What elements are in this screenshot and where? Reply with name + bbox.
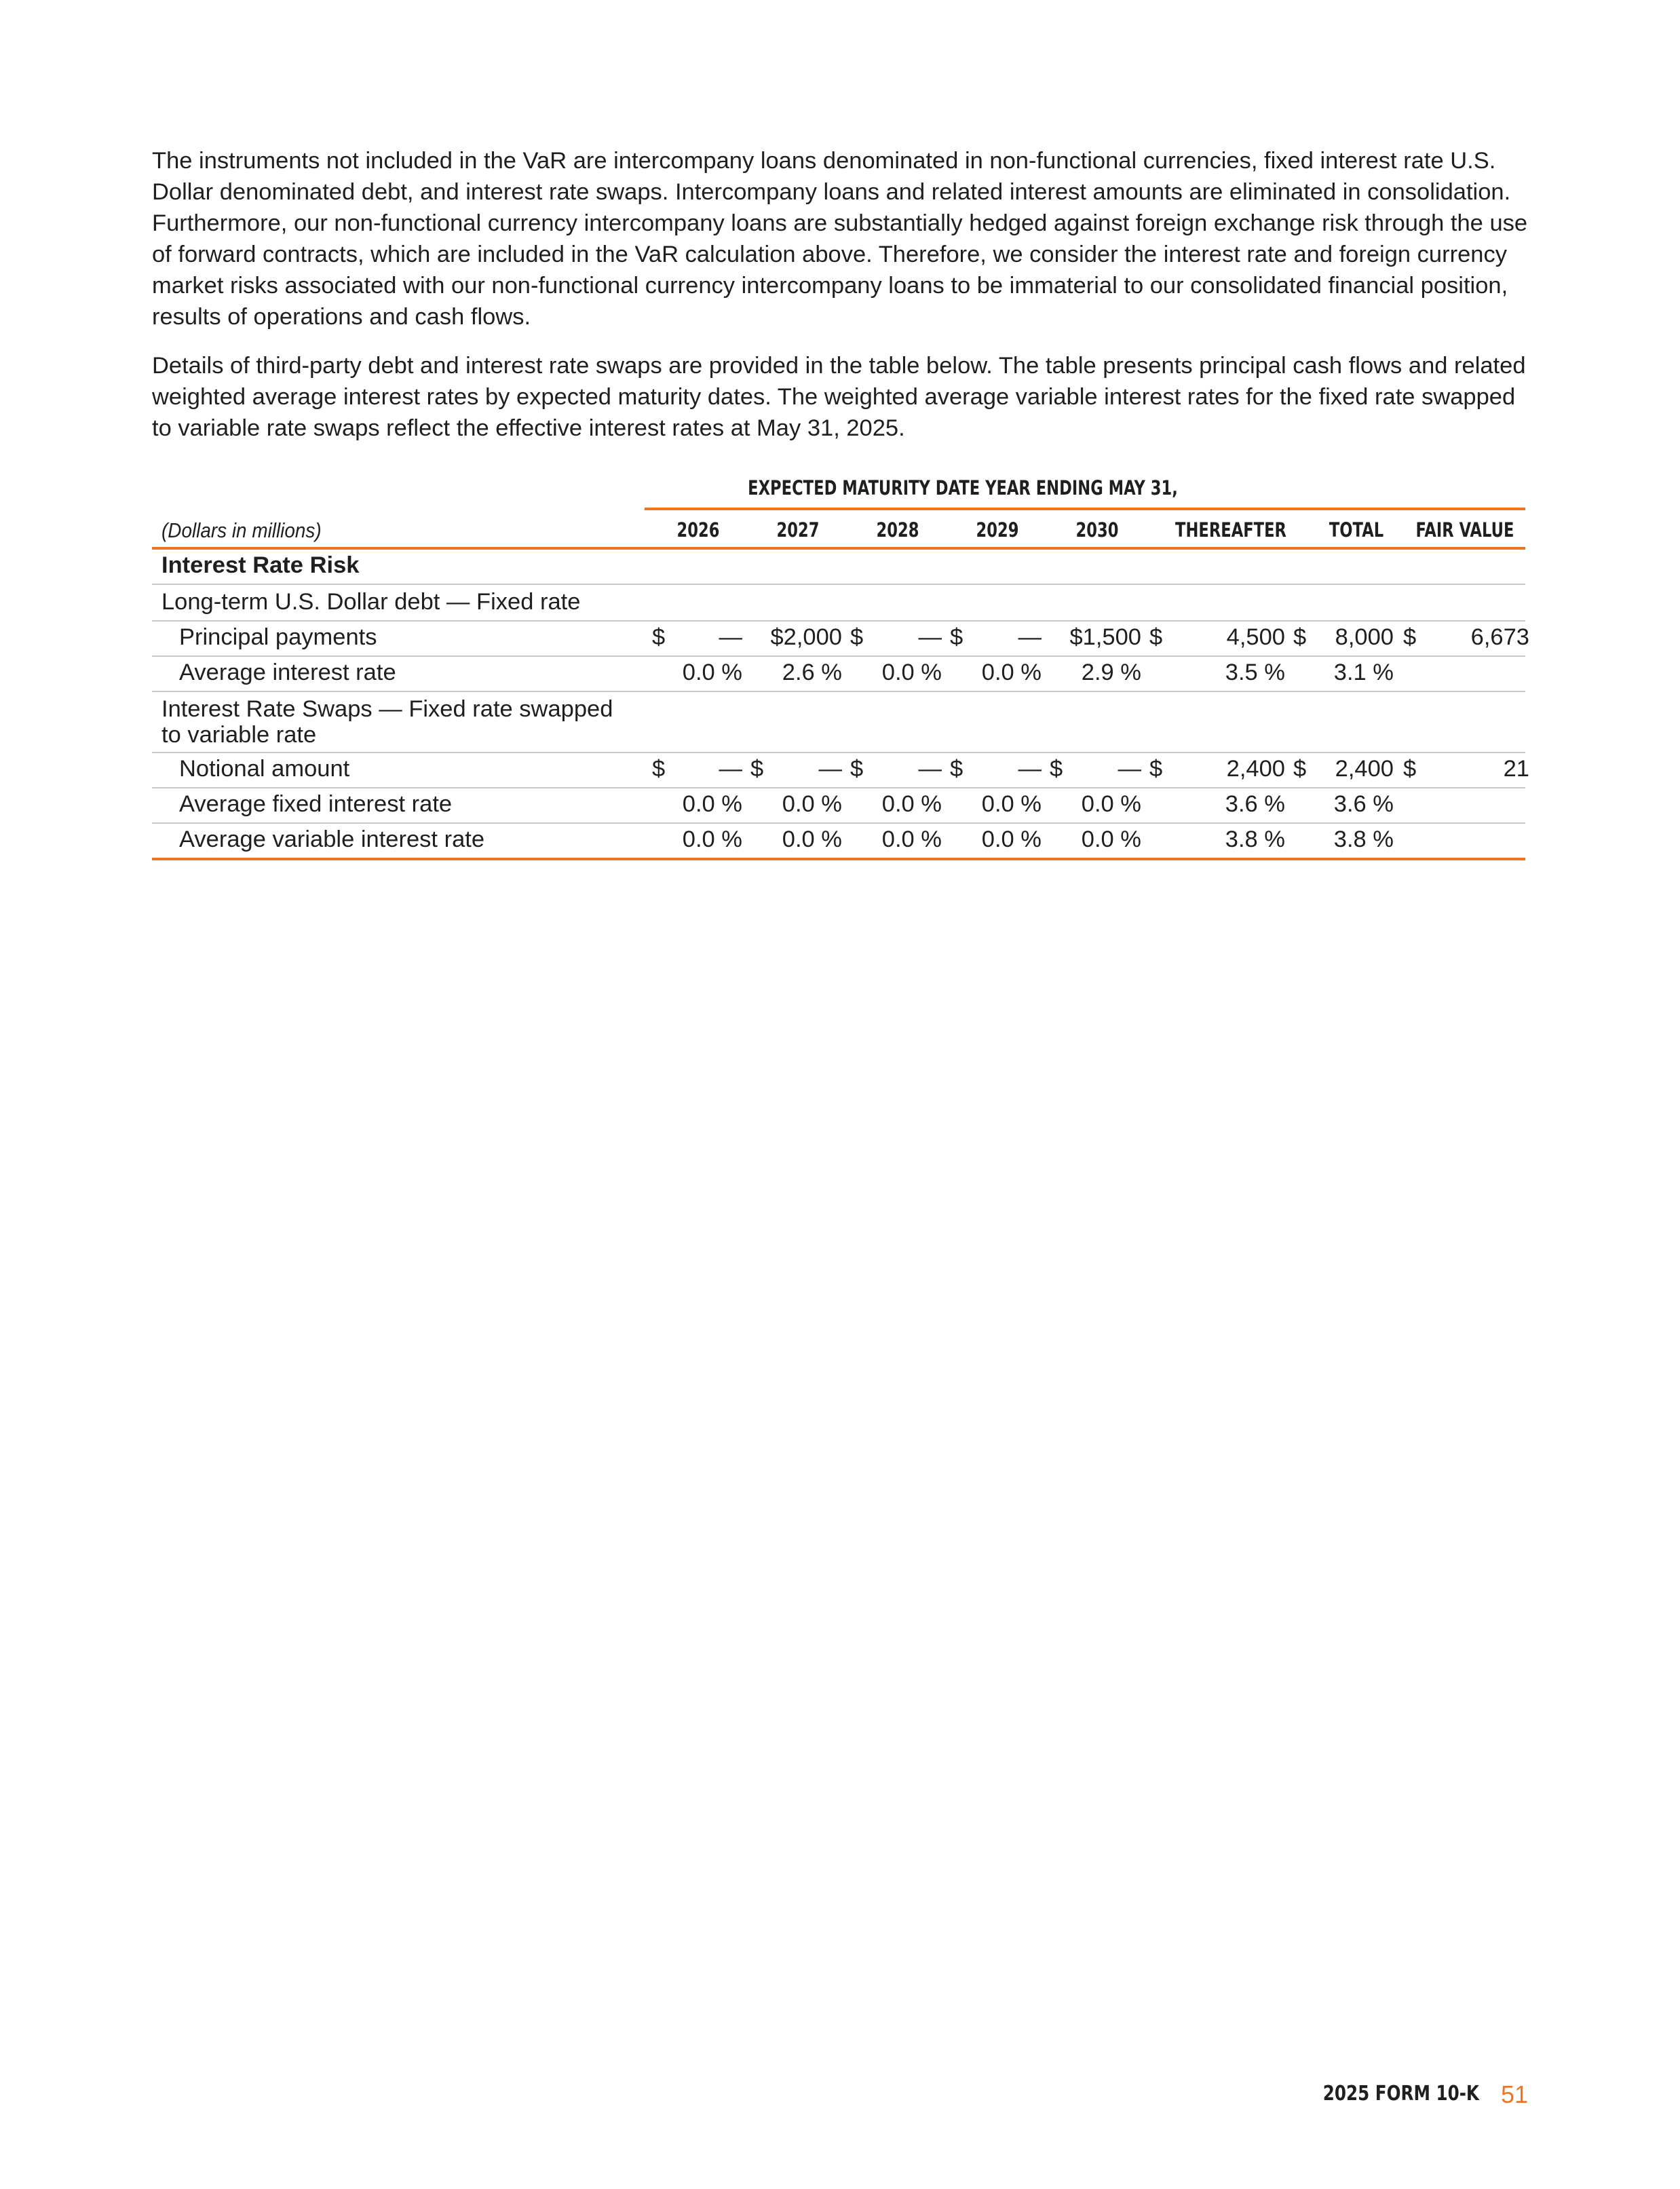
col-header-2029: 2029 xyxy=(976,518,1019,541)
col-header-2026: 2026 xyxy=(676,518,720,541)
dollar-sign: $ xyxy=(750,756,764,782)
cell-2026: 0.0 % xyxy=(682,660,742,685)
page-number: 51 xyxy=(1501,2080,1529,2108)
section-swaps-line1: Interest Rate Swaps — Fixed rate swapped xyxy=(161,696,613,722)
col-header-2030: 2030 xyxy=(1075,518,1119,541)
section-interest-rate-risk: Interest Rate Risk xyxy=(161,552,360,578)
dollar-sign: $ xyxy=(1149,624,1163,650)
header-rule xyxy=(152,547,1525,550)
table-row-avg-rate xyxy=(152,660,1525,692)
cell-thereafter: 2,400 xyxy=(1226,756,1285,782)
section-swaps xyxy=(161,696,613,748)
cell-fair-value: 6,673 xyxy=(1470,624,1529,650)
row-rule xyxy=(152,822,1525,824)
table-row-notional xyxy=(152,756,1529,788)
cell-fair-value: 21 xyxy=(1503,756,1529,782)
table-row-principal xyxy=(152,624,1529,657)
cell-2028: 0.0 % xyxy=(881,826,942,852)
row-rule xyxy=(152,787,1525,788)
cell-2030: 0.0 % xyxy=(1081,826,1141,852)
row-label: Notional amount xyxy=(179,756,350,782)
cell-2028: — xyxy=(918,756,942,782)
dollar-sign: $ xyxy=(1050,756,1063,782)
cell-total: 3.1 % xyxy=(1333,660,1394,685)
row-label: Principal payments xyxy=(179,624,377,650)
col-header-thereafter: THEREAFTER xyxy=(1175,518,1286,541)
dollar-sign: $ xyxy=(1403,624,1417,650)
table-row-avg-fixed xyxy=(152,791,1525,824)
dollar-sign: $ xyxy=(850,756,864,782)
row-rule xyxy=(152,752,1525,753)
cell-2030: 2.9 % xyxy=(1081,660,1141,685)
cell-2026: — xyxy=(719,756,742,782)
cell-2027: 0.0 % xyxy=(782,791,842,817)
dollar-sign: $ xyxy=(950,624,963,650)
dollar-sign: $ xyxy=(1149,756,1163,782)
section-fixed-debt: Long-term U.S. Dollar debt — Fixed rate xyxy=(161,589,581,615)
footer-form-label: 2025 FORM 10-K xyxy=(1322,2082,1479,2106)
dollar-sign: $ xyxy=(1293,624,1307,650)
row-rule xyxy=(152,691,1525,692)
cell-2028: 0.0 % xyxy=(881,660,942,685)
cell-thereafter: 3.6 % xyxy=(1225,791,1285,817)
row-rule xyxy=(152,584,1525,585)
col-header-fair-value: FAIR VALUE xyxy=(1415,518,1514,541)
cell-2026: 0.0 % xyxy=(682,826,742,852)
group-header-rule xyxy=(645,508,1525,510)
dollar-sign: $ xyxy=(950,756,963,782)
row-label: Average fixed interest rate xyxy=(179,791,453,817)
dollar-sign: $ xyxy=(652,624,666,650)
cell-2026: 0.0 % xyxy=(682,791,742,817)
cell-total: 8,000 xyxy=(1335,624,1394,650)
col-header-2028: 2028 xyxy=(876,518,919,541)
cell-2030: — xyxy=(1118,756,1141,782)
section-swaps-line2: to variable rate xyxy=(161,722,317,748)
cell-thereafter: 3.5 % xyxy=(1225,660,1285,685)
table-row-avg-variable xyxy=(152,826,1525,859)
cell-2026: — xyxy=(719,624,742,650)
cell-2029: 0.0 % xyxy=(981,791,1042,817)
group-header: EXPECTED MATURITY DATE YEAR ENDING MAY 31, xyxy=(748,476,1178,499)
cell-2027: — xyxy=(818,756,842,782)
cell-2029: — xyxy=(1018,624,1042,650)
details-paragraph: Details of third-party debt and interest rate swaps are provided in the table below. The table presents principal cash flows and related weighted average interest rates by expected maturity dates. The weighted average variable interest rates for the fixed rate swapped to variable rate swaps reflect the effective interest rates at May 31, 2025. xyxy=(152,353,1526,441)
cell-2030: $1,500 xyxy=(1069,624,1141,650)
dollar-sign: $ xyxy=(1293,756,1307,782)
cell-2027: 0.0 % xyxy=(782,826,842,852)
row-label: Average interest rate xyxy=(179,660,396,685)
cell-2027: $2,000 xyxy=(770,624,842,650)
cell-total: 2,400 xyxy=(1335,756,1394,782)
cell-2029: — xyxy=(1018,756,1042,782)
row-label: Average variable interest rate xyxy=(179,826,485,852)
cell-total: 3.8 % xyxy=(1333,826,1394,852)
row-rule xyxy=(152,655,1525,657)
units-label: (Dollars in millions) xyxy=(161,518,322,542)
dollar-sign: $ xyxy=(850,624,864,650)
dollar-sign: $ xyxy=(652,756,666,782)
cell-thereafter: 4,500 xyxy=(1226,624,1285,650)
col-header-2027: 2027 xyxy=(776,518,820,541)
cell-thereafter: 3.8 % xyxy=(1225,826,1285,852)
dollar-sign: $ xyxy=(1403,756,1417,782)
cell-2029: 0.0 % xyxy=(981,660,1042,685)
table-bottom-rule xyxy=(152,858,1525,860)
cell-2028: 0.0 % xyxy=(881,791,942,817)
row-rule xyxy=(152,620,1525,622)
intro-paragraph: The instruments not included in the VaR are intercompany loans denominated in non-functional currencies, fixed interest rate U.S. Dollar denominated debt, and interest rate swaps. Intercompany loans and related interest amounts are eliminated in consolidation. Furthermore, our non-functional currency intercompany loans are substantially hedged against foreign exchange risk through the use of forward contracts, which are included in the VaR calculation above. Therefore, we consider the interest rate and foreign currency market risks associated with our non-functional currency intercompany loans to be immaterial to our consolidated financial position, results of operations and cash flows. xyxy=(152,148,1528,330)
cell-2030: 0.0 % xyxy=(1081,791,1141,817)
cell-total: 3.6 % xyxy=(1333,791,1394,817)
col-header-total: TOTAL xyxy=(1329,518,1384,541)
cell-2029: 0.0 % xyxy=(981,826,1042,852)
cell-2028: — xyxy=(918,624,942,650)
cell-2027: 2.6 % xyxy=(782,660,842,685)
